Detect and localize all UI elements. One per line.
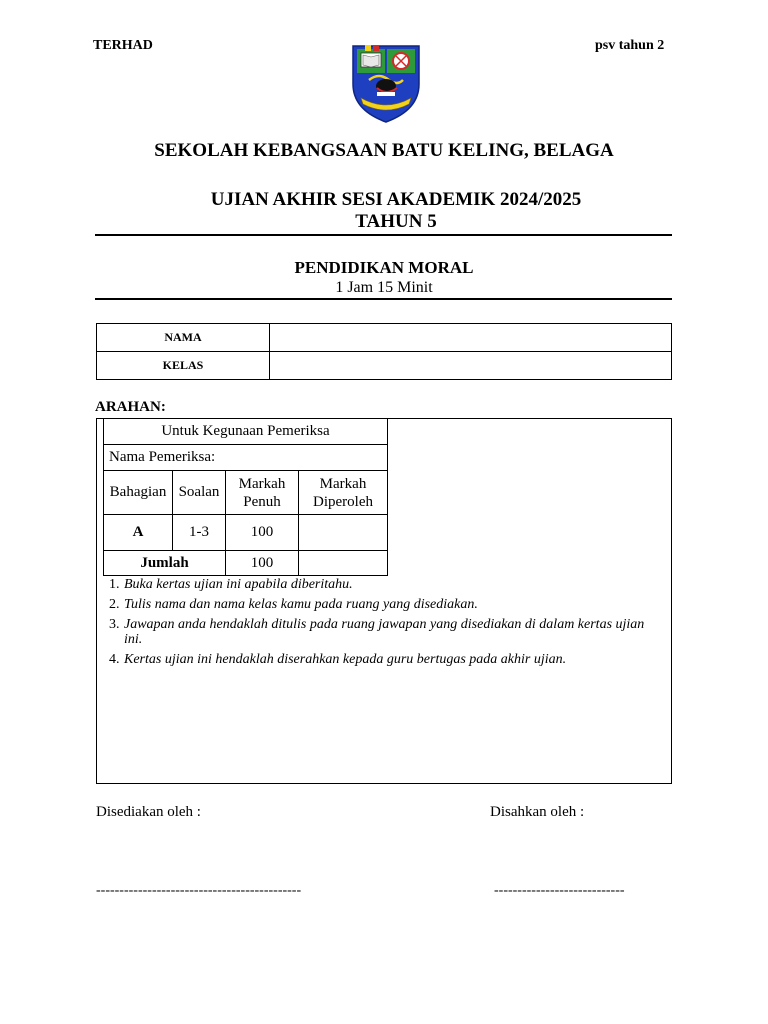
approved-signature-line: ---------------------------- [494,883,625,898]
table-row [104,515,388,551]
list-item: 2. Tulis nama dan nama kelas kamu pada ruang yang disediakan. [109,597,478,612]
title-divider [95,234,672,236]
subject-divider [95,298,672,300]
header-bahagian: Bahagian [104,471,173,515]
list-item: 3. Jawapan anda hendaklah ditulis pada ruang jawapan yang disediakan di dalam kertas ujian ini. [109,617,645,647]
total-obtained-marks[interactable] [299,551,388,576]
obtained-marks-cell[interactable] [299,515,388,551]
subject-title: PENDIDIKAN MORAL [294,258,474,277]
header-soalan: Soalan [173,471,226,515]
section-cell: A [104,515,173,551]
list-item: 1. Buka kertas ujian ini apabila diberitahu. [109,577,353,592]
table-row [97,324,672,352]
header-markah-diperoleh: Markah Diperoleh [299,471,388,515]
examiner-table [103,418,388,576]
school-crest-icon [347,42,425,124]
instructions-heading: ARAHAN: [95,399,166,415]
table-row [104,445,388,471]
list-item: 4. Kertas ujian ini hendaklah diserahkan kepada guru bertugas pada akhir ujian. [109,652,567,667]
prepared-signature-line: -------------------------------------------- [96,883,302,898]
table-row [104,471,388,515]
instructions-list [109,577,659,672]
class-label: KELAS [97,352,270,380]
year-label: TAHUN 5 [355,211,437,232]
total-label: Jumlah [104,551,226,576]
table-row [97,352,672,380]
prepared-by-label: Disediakan oleh : [96,804,201,820]
table-row [104,551,388,576]
questions-cell: 1-3 [173,515,226,551]
name-field[interactable] [270,324,672,352]
approved-by-label: Disahkan oleh : [490,804,585,820]
duration-label: 1 Jam 15 Minit [335,279,433,296]
full-marks-cell: 100 [226,515,299,551]
student-identity-table [96,323,672,380]
classification-label: TERHAD [93,38,153,53]
examiner-name-label: Nama Pemeriksa: [104,445,388,471]
paper-code: psv tahun 2 [595,38,665,53]
header-markah-penuh: Markah Penuh [226,471,299,515]
table-row [104,419,388,445]
total-full-marks: 100 [226,551,299,576]
examiner-table-title: Untuk Kegunaan Pemeriksa [104,419,388,445]
exam-title: UJIAN AKHIR SESI AKADEMIK 2024/2025 [210,189,582,210]
school-name: SEKOLAH KEBANGSAAN BATU KELING, BELAGA [154,140,614,161]
name-label: NAMA [97,324,270,352]
class-field[interactable] [270,352,672,380]
